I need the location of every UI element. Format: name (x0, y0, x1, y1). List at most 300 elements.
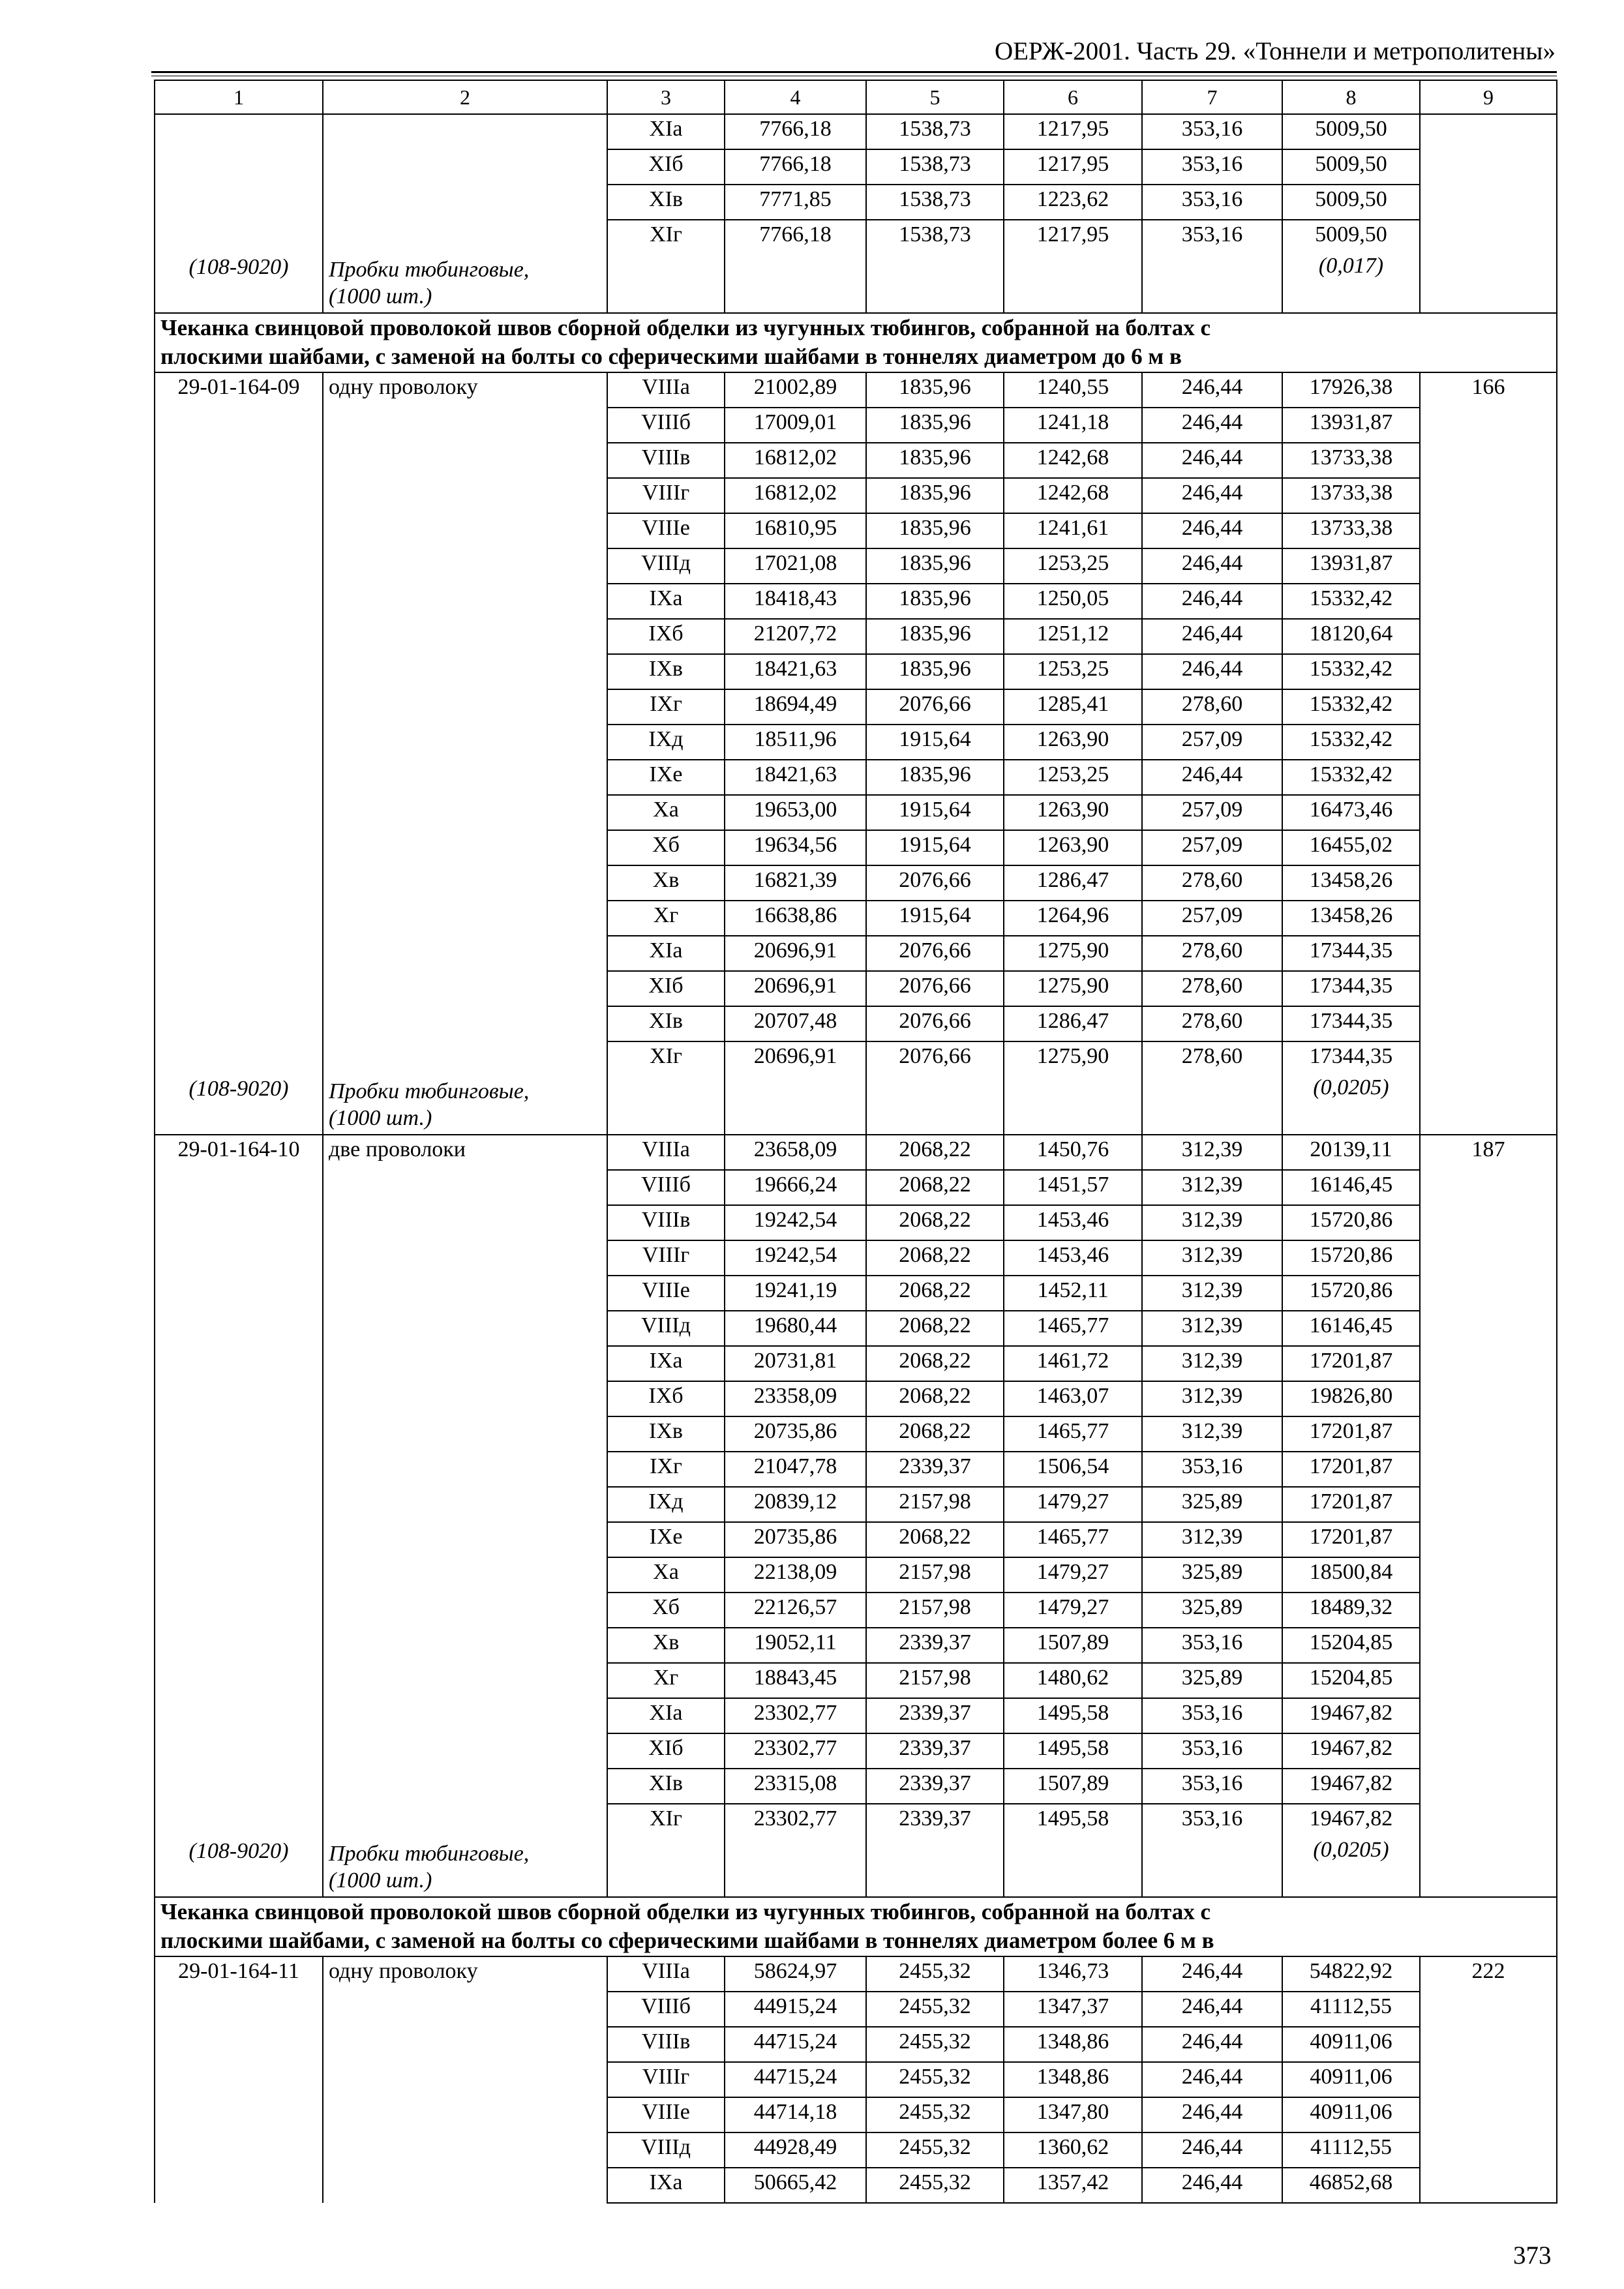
section-title-line: плоскими шайбами, с заменой на болты со сферическими шайбами в тоннелях диаметром более 6 м в (160, 1928, 1214, 1954)
group-cell: Xб (607, 830, 725, 865)
material-value-cell (1142, 1839, 1282, 1897)
material-code-cell (155, 1077, 323, 1135)
column-number: 5 (866, 80, 1004, 114)
value-cell: 2339,37 (866, 1804, 1004, 1839)
column-number: 8 (1282, 80, 1420, 114)
group-cell: VIIIг (607, 478, 725, 513)
value-cell: 312,39 (1142, 1240, 1282, 1276)
value-cell: 1347,80 (1004, 2097, 1142, 2132)
material-value-cell (866, 1077, 1004, 1135)
value-cell: 325,89 (1142, 1593, 1282, 1628)
value-cell: 1253,25 (1004, 760, 1142, 795)
section-title (155, 313, 1557, 372)
value-cell: 1217,95 (1004, 220, 1142, 255)
material-code-cell (155, 1839, 323, 1897)
value-cell: 1480,62 (1004, 1663, 1142, 1698)
rates-table (154, 80, 1557, 2204)
group-cell: XIа (607, 936, 725, 971)
material-value-cell (1004, 1077, 1142, 1135)
work-name: одну проволоку (329, 374, 478, 399)
value-cell: 7771,85 (725, 185, 866, 220)
value-cell: 22126,57 (725, 1593, 866, 1628)
section-title (155, 1897, 1557, 1956)
value-cell: 2339,37 (866, 1733, 1004, 1769)
value-cell: 1253,25 (1004, 548, 1142, 584)
rate-code-cell (155, 1956, 323, 2203)
value-cell: 13733,38 (1282, 513, 1420, 548)
material-value-cell (866, 1839, 1004, 1897)
material-value-cell (1004, 255, 1142, 313)
value-cell: 2068,22 (866, 1381, 1004, 1416)
material-value-cell (1142, 1077, 1282, 1135)
value-cell: 18120,64 (1282, 619, 1420, 654)
value-cell: 19666,24 (725, 1170, 866, 1205)
value-cell: 20139,11 (1282, 1135, 1420, 1170)
value-cell: 2157,98 (866, 1557, 1004, 1593)
value-cell: 353,16 (1142, 149, 1282, 185)
value-cell: 17344,35 (1282, 1041, 1420, 1077)
value-cell: 1263,90 (1004, 830, 1142, 865)
value-cell: 257,09 (1142, 830, 1282, 865)
page-number: 373 (1513, 2241, 1552, 2269)
group-cell: IXв (607, 1416, 725, 1452)
work-name-cell (323, 372, 607, 1077)
value-cell: 1915,64 (866, 901, 1004, 936)
value-cell: 20735,86 (725, 1416, 866, 1452)
value-cell: 2068,22 (866, 1346, 1004, 1381)
group-cell: XIа (607, 114, 725, 149)
header-rule (151, 71, 1557, 73)
material-value-cell (1282, 1077, 1420, 1135)
value-cell: 2068,22 (866, 1240, 1004, 1276)
material-unit: (1000 шт.) (329, 284, 432, 309)
value-cell: 22138,09 (725, 1557, 866, 1593)
value-cell: 1465,77 (1004, 1522, 1142, 1557)
group-cell: VIIIг (607, 2062, 725, 2097)
group-cell: VIIIа (607, 372, 725, 408)
value-cell: 18500,84 (1282, 1557, 1420, 1593)
material-unit: (1000 шт.) (329, 1868, 432, 1893)
value-cell: 20839,12 (725, 1487, 866, 1522)
material-row (155, 1839, 1557, 1897)
value-cell: 312,39 (1142, 1416, 1282, 1452)
material-name: Пробки тюбинговые, (329, 258, 530, 282)
value-cell: 1915,64 (866, 830, 1004, 865)
value-cell: 44714,18 (725, 2097, 866, 2132)
value-cell: 2076,66 (866, 971, 1004, 1006)
value-cell: 17021,08 (725, 548, 866, 584)
material-code: (108-9020) (188, 1076, 289, 1101)
value-cell: 2455,32 (866, 2097, 1004, 2132)
value-cell: 1217,95 (1004, 114, 1142, 149)
group-cell: VIIIв (607, 443, 725, 478)
group-cell: VIIIд (607, 1311, 725, 1346)
value-cell: 19680,44 (725, 1311, 866, 1346)
group-cell: VIIIв (607, 1205, 725, 1240)
value-cell: 2068,22 (866, 1522, 1004, 1557)
value-cell: 1835,96 (866, 548, 1004, 584)
material-name-cell (323, 1839, 607, 1897)
value-cell: 246,44 (1142, 584, 1282, 619)
table-row (155, 372, 1557, 408)
material-code-cell (155, 255, 323, 313)
value-cell: 19052,11 (725, 1628, 866, 1663)
value-cell: 54822,92 (1282, 1956, 1420, 1992)
value-cell: 353,16 (1142, 114, 1282, 149)
value-cell: 2068,22 (866, 1170, 1004, 1205)
value-cell: 16455,02 (1282, 830, 1420, 865)
col9-value: 222 (1471, 1958, 1505, 1983)
value-cell: 2157,98 (866, 1663, 1004, 1698)
value-cell: 15332,42 (1282, 584, 1420, 619)
value-cell: 13931,87 (1282, 408, 1420, 443)
value-cell: 7766,18 (725, 149, 866, 185)
group-cell: IXб (607, 619, 725, 654)
value-cell: 46852,68 (1282, 2168, 1420, 2203)
material-name-cell (323, 255, 607, 313)
value-cell: 1507,89 (1004, 1628, 1142, 1663)
group-cell: IXд (607, 1487, 725, 1522)
value-cell: 16473,46 (1282, 795, 1420, 830)
value-cell: 2455,32 (866, 2168, 1004, 2203)
value-cell: 18421,63 (725, 760, 866, 795)
value-cell: 17201,87 (1282, 1452, 1420, 1487)
value-cell: 23315,08 (725, 1769, 866, 1804)
value-cell: 13458,26 (1282, 865, 1420, 901)
material-value-cell (725, 1077, 866, 1135)
value-cell: 1465,77 (1004, 1416, 1142, 1452)
group-cell: IXг (607, 1452, 725, 1487)
value-cell: 41112,55 (1282, 2132, 1420, 2168)
value-cell: 19242,54 (725, 1240, 866, 1276)
column-number: 9 (1420, 80, 1557, 114)
column-number: 3 (607, 80, 725, 114)
rate-code: 29-01-164-11 (178, 1958, 299, 1983)
value-cell: 1479,27 (1004, 1593, 1142, 1628)
material-value-cell (1004, 1839, 1142, 1897)
value-cell: 1250,05 (1004, 584, 1142, 619)
value-cell: 1450,76 (1004, 1135, 1142, 1170)
value-cell: 44715,24 (725, 2062, 866, 2097)
value-cell: 1263,90 (1004, 725, 1142, 760)
value-cell: 58624,97 (725, 1956, 866, 1992)
value-cell: 2068,22 (866, 1416, 1004, 1452)
material-value-cell (607, 255, 725, 313)
value-cell: 17201,87 (1282, 1522, 1420, 1557)
material-value-cell (1282, 1839, 1420, 1897)
group-cell: Xа (607, 795, 725, 830)
value-cell: 1463,07 (1004, 1381, 1142, 1416)
value-cell: 1357,42 (1004, 2168, 1142, 2203)
value-cell: 1253,25 (1004, 654, 1142, 689)
value-cell: 44915,24 (725, 1992, 866, 2027)
value-cell: 20707,48 (725, 1006, 866, 1041)
value-cell: 23302,77 (725, 1698, 866, 1733)
section-title-line: Чеканка свинцовой проволокой швов сборной обделки из чугунных тюбингов, собранной на болтах с (160, 1898, 1211, 1924)
value-cell: 353,16 (1142, 1698, 1282, 1733)
group-cell: VIIIд (607, 2132, 725, 2168)
value-cell: 16810,95 (725, 513, 866, 548)
group-cell: XIа (607, 1698, 725, 1733)
value-cell: 312,39 (1142, 1346, 1282, 1381)
value-cell: 1835,96 (866, 760, 1004, 795)
value-cell: 1452,11 (1004, 1276, 1142, 1311)
value-cell: 278,60 (1142, 865, 1282, 901)
group-cell: VIIIе (607, 1276, 725, 1311)
value-cell: 18418,43 (725, 584, 866, 619)
value-cell: 1217,95 (1004, 149, 1142, 185)
col9-cell (1420, 1135, 1557, 1897)
value-cell: 17009,01 (725, 408, 866, 443)
value-cell: 353,16 (1142, 1628, 1282, 1663)
value-cell: 325,89 (1142, 1487, 1282, 1522)
value-cell: 2076,66 (866, 865, 1004, 901)
value-cell: 1242,68 (1004, 478, 1142, 513)
value-cell: 1835,96 (866, 443, 1004, 478)
work-name-cell (323, 1135, 607, 1839)
group-cell: XIб (607, 971, 725, 1006)
value-cell: 7766,18 (725, 220, 866, 255)
material-code: (108-9020) (188, 255, 289, 279)
value-cell: 40911,06 (1282, 2062, 1420, 2097)
value-cell: 1495,58 (1004, 1804, 1142, 1839)
value-cell: 246,44 (1142, 2097, 1282, 2132)
value-cell: 1835,96 (866, 619, 1004, 654)
material-value-cell (607, 1839, 725, 1897)
material-unit: (1000 шт.) (329, 1106, 432, 1131)
value-cell: 13458,26 (1282, 901, 1420, 936)
value-cell: 1347,37 (1004, 1992, 1142, 2027)
value-cell: 1835,96 (866, 478, 1004, 513)
group-cell: XIб (607, 1733, 725, 1769)
group-cell: VIIIе (607, 513, 725, 548)
column-number: 6 (1004, 80, 1142, 114)
value-cell: 246,44 (1142, 513, 1282, 548)
material-value-cell (1282, 255, 1420, 313)
value-cell: 16812,02 (725, 478, 866, 513)
value-cell: 312,39 (1142, 1276, 1282, 1311)
value-cell: 16146,45 (1282, 1170, 1420, 1205)
value-cell: 2068,22 (866, 1205, 1004, 1240)
group-cell: IXб (607, 1381, 725, 1416)
group-cell: IXа (607, 584, 725, 619)
rate-code: 29-01-164-10 (177, 1137, 300, 1161)
value-cell: 19467,82 (1282, 1733, 1420, 1769)
value-cell: 18489,32 (1282, 1593, 1420, 1628)
value-cell: 1348,86 (1004, 2062, 1142, 2097)
value-cell: 1538,73 (866, 149, 1004, 185)
value-cell: 1285,41 (1004, 689, 1142, 725)
value-cell: 2068,22 (866, 1135, 1004, 1170)
rate-code: 29-01-164-09 (177, 374, 300, 399)
value-cell: 1275,90 (1004, 936, 1142, 971)
value-cell: 23358,09 (725, 1381, 866, 1416)
value-cell: 17201,87 (1282, 1487, 1420, 1522)
group-cell: IXе (607, 1522, 725, 1557)
value-cell: 1465,77 (1004, 1311, 1142, 1346)
table-row (155, 1956, 1557, 1992)
group-cell: IXа (607, 2168, 725, 2203)
value-cell: 1835,96 (866, 584, 1004, 619)
value-cell: 1223,62 (1004, 185, 1142, 220)
value-cell: 41112,55 (1282, 1992, 1420, 2027)
group-cell: IXд (607, 725, 725, 760)
value-cell: 21002,89 (725, 372, 866, 408)
group-cell: Xв (607, 1628, 725, 1663)
value-cell: 2076,66 (866, 1006, 1004, 1041)
value-cell: 21047,78 (725, 1452, 866, 1487)
value-cell: 21207,72 (725, 619, 866, 654)
value-cell: 353,16 (1142, 1452, 1282, 1487)
group-cell: IXв (607, 654, 725, 689)
value-cell: 1506,54 (1004, 1452, 1142, 1487)
value-cell: 325,89 (1142, 1557, 1282, 1593)
value-cell: 1242,68 (1004, 443, 1142, 478)
value-cell: 17344,35 (1282, 1006, 1420, 1041)
column-number: 4 (725, 80, 866, 114)
value-cell: 15332,42 (1282, 725, 1420, 760)
group-cell: Xг (607, 1663, 725, 1698)
col9-value: 187 (1471, 1137, 1505, 1161)
value-cell: 246,44 (1142, 2132, 1282, 2168)
value-cell: 2339,37 (866, 1628, 1004, 1663)
value-cell: 312,39 (1142, 1381, 1282, 1416)
value-cell: 20735,86 (725, 1522, 866, 1557)
value-cell: 19242,54 (725, 1205, 866, 1240)
group-cell: IXа (607, 1346, 725, 1381)
value-cell: 13733,38 (1282, 478, 1420, 513)
value-cell: 1360,62 (1004, 2132, 1142, 2168)
group-cell: XIв (607, 185, 725, 220)
column-number-row (155, 80, 1557, 114)
col9-cell (1420, 1956, 1557, 2203)
value-cell: 1538,73 (866, 220, 1004, 255)
value-cell: 353,16 (1142, 1804, 1282, 1839)
value-cell: 17344,35 (1282, 936, 1420, 971)
value-cell: 2455,32 (866, 2062, 1004, 2097)
value-cell: 246,44 (1142, 1992, 1282, 2027)
value-cell: 20731,81 (725, 1346, 866, 1381)
value-cell: 2076,66 (866, 936, 1004, 971)
value-cell: 312,39 (1142, 1170, 1282, 1205)
value-cell: 5009,50 (1282, 220, 1420, 255)
value-cell: 15332,42 (1282, 654, 1420, 689)
value-cell: 16821,39 (725, 865, 866, 901)
value-cell: 246,44 (1142, 2168, 1282, 2203)
value-cell: 1915,64 (866, 725, 1004, 760)
material-value-cell (725, 1839, 866, 1897)
value-cell: 353,16 (1142, 185, 1282, 220)
section-title-line: плоскими шайбами, с заменой на болты со сферическими шайбами в тоннелях диаметром до 6 м в (160, 344, 1182, 370)
value-cell: 278,60 (1142, 1041, 1282, 1077)
value-cell: 1453,46 (1004, 1240, 1142, 1276)
value-cell: 19634,56 (725, 830, 866, 865)
value-cell: 1461,72 (1004, 1346, 1142, 1381)
column-number: 7 (1142, 80, 1282, 114)
value-cell: 17201,87 (1282, 1346, 1420, 1381)
value-cell: 246,44 (1142, 2062, 1282, 2097)
value-cell: 1538,73 (866, 114, 1004, 149)
value-cell: 1286,47 (1004, 865, 1142, 901)
value-cell: 246,44 (1142, 619, 1282, 654)
value-cell: 15332,42 (1282, 760, 1420, 795)
value-cell: 19826,80 (1282, 1381, 1420, 1416)
col9-cell (1420, 372, 1557, 1135)
value-cell: 40911,06 (1282, 2097, 1420, 2132)
value-cell: 2068,22 (866, 1311, 1004, 1346)
section-title-row (155, 313, 1557, 372)
value-cell: 20696,91 (725, 971, 866, 1006)
value-cell: 19653,00 (725, 795, 866, 830)
material-row (155, 1077, 1557, 1135)
material-value: (0,0205) (1313, 1076, 1389, 1100)
value-cell: 20696,91 (725, 936, 866, 971)
value-cell: 1453,46 (1004, 1205, 1142, 1240)
group-cell: XIв (607, 1006, 725, 1041)
value-cell: 1479,27 (1004, 1487, 1142, 1522)
value-cell: 2455,32 (866, 2027, 1004, 2062)
col9-cell (1420, 114, 1557, 313)
value-cell: 2068,22 (866, 1276, 1004, 1311)
value-cell: 2076,66 (866, 689, 1004, 725)
value-cell: 1348,86 (1004, 2027, 1142, 2062)
value-cell: 16638,86 (725, 901, 866, 936)
group-cell: Xг (607, 901, 725, 936)
value-cell: 18421,63 (725, 654, 866, 689)
value-cell: 312,39 (1142, 1311, 1282, 1346)
value-cell: 17926,38 (1282, 372, 1420, 408)
value-cell: 7766,18 (725, 114, 866, 149)
value-cell: 1263,90 (1004, 795, 1142, 830)
value-cell: 246,44 (1142, 654, 1282, 689)
value-cell: 1264,96 (1004, 901, 1142, 936)
material-value: (0,0205) (1313, 1838, 1389, 1862)
group-cell: VIIIб (607, 1992, 725, 2027)
value-cell: 2157,98 (866, 1487, 1004, 1522)
value-cell: 1275,90 (1004, 971, 1142, 1006)
value-cell: 5009,50 (1282, 114, 1420, 149)
group-cell: VIIIа (607, 1135, 725, 1170)
group-cell: XIг (607, 1041, 725, 1077)
section-title-row (155, 1897, 1557, 1956)
value-cell: 2076,66 (866, 1041, 1004, 1077)
value-cell: 246,44 (1142, 443, 1282, 478)
value-cell: 2339,37 (866, 1769, 1004, 1804)
col9-value: 166 (1471, 374, 1505, 399)
group-cell: XIг (607, 220, 725, 255)
value-cell: 23658,09 (725, 1135, 866, 1170)
material-name: Пробки тюбинговые, (329, 1841, 530, 1866)
value-cell: 278,60 (1142, 936, 1282, 971)
value-cell: 18843,45 (725, 1663, 866, 1698)
work-name-cell (323, 1956, 607, 2203)
value-cell: 312,39 (1142, 1205, 1282, 1240)
value-cell: 1495,58 (1004, 1733, 1142, 1769)
group-cell: XIг (607, 1804, 725, 1839)
value-cell: 18694,49 (725, 689, 866, 725)
table-row (155, 1135, 1557, 1170)
value-cell: 246,44 (1142, 1956, 1282, 1992)
group-cell: VIIIг (607, 1240, 725, 1276)
value-cell: 15204,85 (1282, 1663, 1420, 1698)
group-cell: Xа (607, 1557, 725, 1593)
value-cell: 15204,85 (1282, 1628, 1420, 1663)
value-cell: 50665,42 (725, 2168, 866, 2203)
work-name: две проволоки (329, 1137, 466, 1161)
value-cell: 19467,82 (1282, 1769, 1420, 1804)
value-cell: 23302,77 (725, 1804, 866, 1839)
work-name: одну проволоку (329, 1958, 478, 1983)
